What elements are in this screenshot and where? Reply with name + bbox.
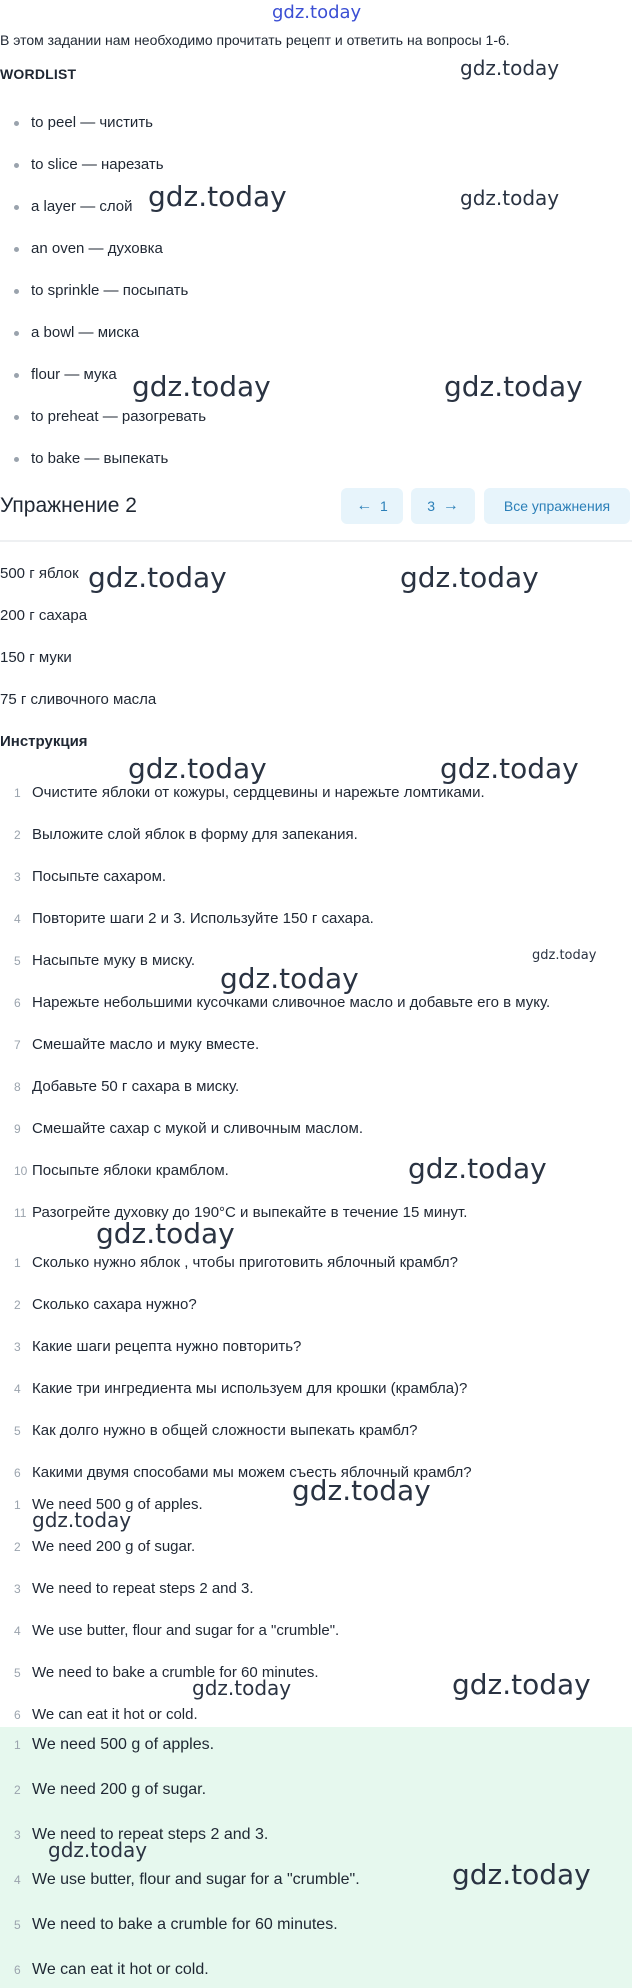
bullet-icon (14, 289, 19, 294)
watermark: gdz.today (128, 752, 267, 785)
step-number: 2 (14, 828, 21, 842)
all-exercises-label: Все упражнения (503, 498, 611, 514)
wordlist-item: a bowl — миска (14, 324, 139, 341)
question-number: 6 (14, 1466, 21, 1480)
step-number: 7 (14, 1038, 21, 1052)
answer-number: 6 (14, 1963, 21, 1977)
wordlist-item: to slice — нарезать (14, 156, 164, 173)
watermark: gdz.today (32, 1508, 132, 1532)
question-number: 2 (14, 1298, 21, 1312)
wordlist-item: to bake — выпекать (14, 450, 168, 467)
exercise-title: Упражнение 2 (0, 494, 137, 517)
answer-number: 1 (14, 1498, 21, 1512)
wordlist-item: a layer — слой (14, 198, 133, 215)
bullet-icon (14, 121, 19, 126)
answer-item-highlighted: 5 We need to bake a crumble for 60 minutes. (0, 1916, 338, 1934)
step-number: 1 (14, 786, 21, 800)
step-number: 10 (14, 1164, 28, 1178)
watermark: gdz.today (460, 56, 560, 80)
watermark: gdz.today (460, 186, 560, 210)
step-number: 4 (14, 912, 21, 926)
watermark: gdz.today (532, 948, 597, 963)
question-item: 3 Какие шаги рецепта нужно повторить? (0, 1338, 301, 1355)
site-logo[interactable]: gdz.today (272, 2, 362, 23)
watermark: gdz.today (408, 1152, 547, 1185)
instruction-step: 9 Смешайте сахар с мукой и сливочным маслом. (0, 1120, 363, 1137)
step-number: 3 (14, 870, 21, 884)
watermark: gdz.today (96, 1217, 235, 1250)
prev-exercise-button[interactable] (341, 488, 403, 524)
question-number: 1 (14, 1256, 21, 1270)
step-number: 11 (14, 1206, 27, 1220)
answer-number: 5 (14, 1918, 21, 1932)
watermark: gdz.today (292, 1474, 431, 1507)
question-item: 4 Какие три ингредиента мы используем для крошки (крамбла)? (0, 1380, 467, 1397)
bullet-icon (14, 331, 19, 336)
answer-number: 1 (14, 1738, 21, 1752)
question-number: 4 (14, 1382, 21, 1396)
answer-number: 3 (14, 1582, 21, 1596)
bullet-icon (14, 415, 19, 420)
instruction-step: 7 Смешайте масло и муку вместе. (0, 1036, 259, 1053)
instruction-step: 1 Очистите яблоки от кожуры, сердцевины и нарежьте ломтиками. (0, 784, 485, 801)
answer-item-highlighted: 4 We use butter, flour and sugar for a "crumble". (0, 1871, 360, 1889)
prev-exercise-label: 1 (379, 498, 388, 514)
question-item: 5 Как долго нужно в общей сложности выпекать крамбл? (0, 1422, 417, 1439)
watermark: gdz.today (88, 561, 227, 594)
watermark: gdz.today (452, 1668, 591, 1701)
ingredient-line: 200 г сахара (0, 607, 88, 624)
instructions-title: Инструкция (0, 733, 88, 750)
watermark: gdz.today (452, 1858, 591, 1891)
answer-item: 1 We need 500 g of apples. (0, 1496, 203, 1513)
step-number: 6 (14, 996, 21, 1010)
all-exercises-button[interactable] (484, 488, 630, 524)
divider (0, 540, 632, 542)
wordlist-title: WORDLIST (0, 66, 77, 82)
watermark: gdz.today (192, 1676, 292, 1700)
answer-item: 6 We can eat it hot or cold. (0, 1706, 198, 1723)
question-item: 1 Сколько нужно яблок , чтобы приготовить яблочный крамбл? (0, 1254, 458, 1271)
answer-item-highlighted: 1 We need 500 g of apples. (0, 1736, 214, 1754)
instruction-step: 2 Выложите слой яблок в форму для запекания. (0, 826, 358, 843)
step-number: 5 (14, 954, 21, 968)
wordlist-item: to peel — чистить (14, 114, 153, 131)
question-number: 3 (14, 1340, 21, 1354)
answer-item: 5 We need to bake a crumble for 60 minutes. (0, 1664, 319, 1681)
step-number: 9 (14, 1122, 21, 1136)
watermark: gdz.today (220, 962, 359, 995)
arrow-right-icon: → (442, 497, 459, 514)
wordlist-item: an oven — духовка (14, 240, 163, 257)
bullet-icon (14, 457, 19, 462)
answer-number: 4 (14, 1624, 21, 1638)
answer-item: 3 We need to repeat steps 2 and 3. (0, 1580, 254, 1597)
answer-number: 5 (14, 1666, 21, 1680)
answer-number: 2 (14, 1540, 21, 1554)
answer-item: 4 We use butter, flour and sugar for a "crumble". (0, 1622, 339, 1639)
question-item: 2 Сколько сахара нужно? (0, 1296, 197, 1313)
wordlist-item: to preheat — разогревать (14, 408, 206, 425)
exercise-header (0, 488, 632, 532)
wordlist-item: flour — мука (14, 366, 117, 383)
instruction-step: 8 Добавьте 50 г сахара в миску. (0, 1078, 239, 1095)
question-number: 5 (14, 1424, 21, 1438)
answer-number: 4 (14, 1873, 21, 1887)
watermark: gdz.today (132, 370, 271, 403)
instruction-step: 6 Нарежьте небольшими кусочками сливочное масло и добавьте его в муку. (0, 994, 550, 1011)
instruction-step: 10 Посыпьте яблоки крамблом. (0, 1162, 229, 1179)
task-intro: В этом задании нам необходимо прочитать рецепт и ответить на вопросы 1-6. (0, 32, 510, 48)
arrow-left-icon: ← (356, 497, 373, 514)
answer-number: 6 (14, 1708, 21, 1722)
next-exercise-label: 3 (427, 498, 435, 514)
answer-number: 3 (14, 1828, 21, 1842)
answer-number: 2 (14, 1783, 21, 1797)
bullet-icon (14, 247, 19, 252)
instruction-step: 5 Насыпьте муку в миску. (0, 952, 195, 969)
step-number: 8 (14, 1080, 21, 1094)
bullet-icon (14, 163, 19, 168)
wordlist-item: to sprinkle — посыпать (14, 282, 188, 299)
answer-item-highlighted: 3 We need to repeat steps 2 and 3. (0, 1826, 268, 1844)
watermark: gdz.today (400, 561, 539, 594)
bullet-icon (14, 373, 19, 378)
instruction-step: 4 Повторите шаги 2 и 3. Используйте 150 г сахара. (0, 910, 374, 927)
watermark: gdz.today (48, 1838, 148, 1862)
ingredient-line: 75 г сливочного масла (0, 691, 157, 708)
bullet-icon (14, 205, 19, 210)
answer-item: 2 We need 200 g of sugar. (0, 1538, 195, 1555)
answer-item-highlighted: 6 We can eat it hot or cold. (0, 1961, 209, 1979)
ingredient-line: 150 г муки (0, 649, 72, 666)
watermark: gdz.today (444, 370, 583, 403)
ingredient-line: 500 г яблок (0, 565, 79, 582)
next-exercise-button[interactable] (411, 488, 475, 524)
answer-item-highlighted: 2 We need 200 g of sugar. (0, 1781, 206, 1799)
instruction-step: 3 Посыпьте сахаром. (0, 868, 166, 885)
question-item: 6 Какими двумя способами мы можем съесть яблочный крамбл? (0, 1464, 472, 1481)
instruction-step: 11 Разогрейте духовку до 190°C и выпекайте в течение 15 минут. (0, 1204, 467, 1221)
watermark: gdz.today (148, 180, 287, 213)
watermark: gdz.today (440, 752, 579, 785)
